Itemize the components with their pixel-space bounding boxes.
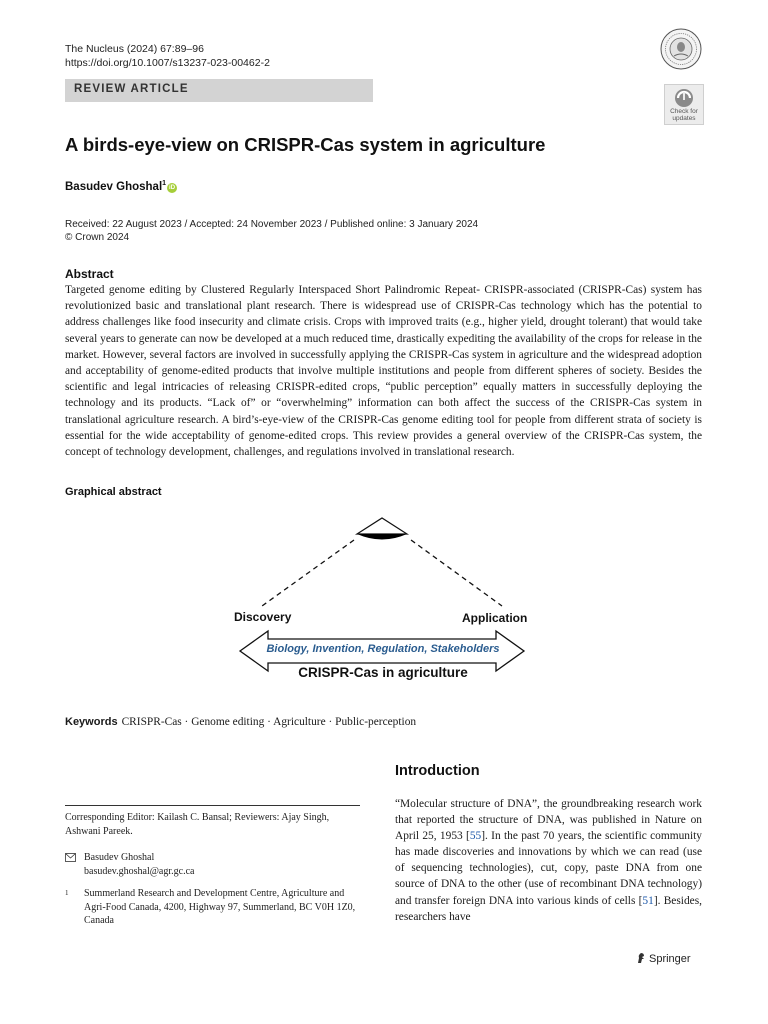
publisher-logo: [636, 952, 691, 965]
check-for-updates-button[interactable]: [664, 84, 704, 125]
introduction-heading: Introduction: [395, 763, 480, 779]
apex-eye-shape: [357, 518, 407, 534]
author-name[interactable]: Basudev Ghoshal: [65, 180, 163, 193]
keywords-line: [65, 716, 416, 728]
intro-text-part: “Molecular structure of DNA”, the groundbreaking research work that reported the structure of DNA, was published in Nature on April 25, 1953 [: [395, 798, 702, 843]
doi-link[interactable]: https://doi.org/10.1007/s13237-023-00462-2: [65, 57, 270, 69]
history-dates: Received: 22 August 2023 / Accepted: 24 November 2023 / Published online: 3 January 2024: [65, 219, 479, 230]
introduction-paragraph: [395, 796, 702, 925]
left-dashed-line: [262, 540, 354, 606]
ga-discovery-label: Discovery: [234, 610, 292, 624]
affiliation-text: Summerland Research and Development Centre, Agriculture and Agri-Food Canada, 4200, Highway 97, Summerland, BC V0H 1Z0, Canada: [84, 888, 356, 926]
article-dates: [65, 218, 478, 244]
publisher-name: Springer: [649, 953, 691, 965]
contact-email[interactable]: basudev.ghoshal@agr.gc.ca: [84, 865, 195, 877]
keywords-label: Keywords: [65, 716, 118, 728]
check-updates-icon: [665, 87, 703, 109]
society-seal-logo: [660, 28, 702, 70]
ga-application-label: Application: [462, 611, 528, 625]
check-updates-label: Check for: [670, 108, 698, 115]
graphical-abstract-heading: Graphical abstract: [65, 486, 162, 498]
editor-footnote: Corresponding Editor: Kailash C. Bansal; Reviewers: Ajay Singh, Ashwani Pareek.: [65, 812, 330, 837]
affiliation-mark: 1: [65, 889, 69, 897]
check-updates-label-2: updates: [672, 115, 696, 122]
right-dashed-line: [411, 540, 502, 606]
intro-text-part: ]. In the past 70 years, the scientific community has made discoveries and innovations by which we can read (use of sequencing technologies), cut, copy, paste DNA from one source of DNA to the other (use of recombinant DNA technology) and transfer foreign DNA into various kinds of cells [: [395, 830, 702, 907]
orcid-icon[interactable]: iD: [169, 184, 176, 191]
abstract-heading: Abstract: [65, 267, 114, 281]
contact-footnote: [65, 851, 365, 881]
footnote-divider: [65, 805, 360, 806]
affiliation-footnote: [65, 887, 365, 932]
author-affil-sup: 1: [162, 180, 167, 187]
springer-horse-icon: [636, 952, 646, 964]
ga-arrow-text: Biology, Invention, Regulation, Stakeholders: [266, 643, 500, 655]
ga-diagram-svg: [228, 512, 538, 687]
copyright: © Crown 2024: [65, 232, 130, 243]
section-label-bar: [65, 79, 373, 102]
graphical-abstract-figure: [228, 512, 538, 687]
journal-citation: The Nucleus (2024) 67:89–96: [65, 43, 204, 55]
author-line: [65, 180, 177, 193]
citation-link[interactable]: 55: [469, 830, 482, 843]
abstract-text: Targeted genome editing by Clustered Regularly Interspaced Short Palindromic Repeat- CRISPR-associated (CRISPR-Cas) system has revolutionized basic and translational plant research. There is widespread use of CRISPR-Cas technology which has the potential to address challenges like food insecurity and climate crisis. Crops with improved traits (e.g., higher yield, drought tolerant) that would take several years to generate can now be developed at a much reduced time, drastically expediting the availability of the crops for release in the market. However, several factors are involved in successfully applying the CRISPR-Cas system in agriculture and the widespread adoption and acceptability of genome-edited products that involve multiple institutions and people from different spheres of society. Besides the scientific and legal intricacies of releasing CRISPR-edited crops, “public perception” equally matters in successfully deploying the technology and its products. “Lack of” or “overwhelming” information can both affect the success of the CRISPR-Cas system in translational agriculture research. A bird’s-eye-view of the CRISPR-Cas genome editing tool for people from different strata of society is essential for the wide acceptability of genome-edited crops. This review provides a general overview of the CRISPR-Cas system, the concept of technology development, challenges, and regulations involved in translational research.: [65, 284, 702, 459]
apex-eye-pupil: [357, 534, 407, 540]
contact-name: Basudev Ghoshal: [84, 852, 155, 863]
citation-link[interactable]: 51: [642, 894, 654, 907]
article-title: A birds-eye-view on CRISPR-Cas system in agriculture: [65, 134, 546, 155]
intro-text-part: ]. Besides, researchers have: [395, 894, 702, 923]
envelope-icon: [65, 851, 76, 867]
ga-caption: CRISPR-Cas in agriculture: [298, 665, 468, 680]
keywords-text: CRISPR-Cas · Genome editing · Agriculture · Public-perception: [121, 716, 417, 728]
section-label: REVIEW ARTICLE: [74, 83, 189, 95]
